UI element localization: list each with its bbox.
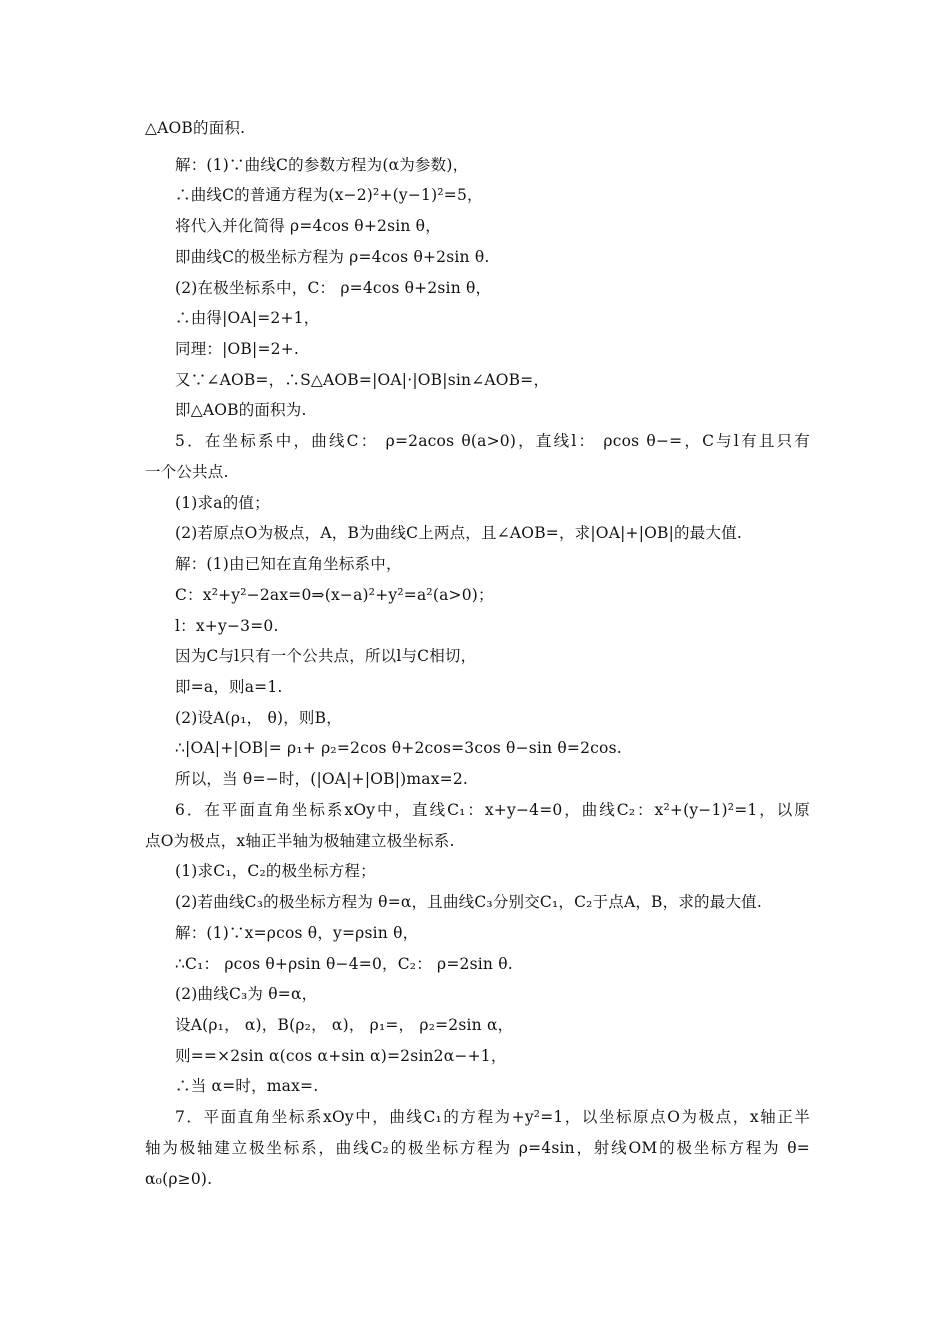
text-line-25: (1)求C₁，C₂的极坐标方程； — [175, 862, 376, 880]
text-line-20: (2)设A(ρ₁， θ)，则B， — [175, 709, 342, 727]
text-line-18: 因为C与l只有一个公共点，所以l与C相切， — [175, 647, 477, 665]
text-line-21: ∴|OA|+|OB|= ρ₁+ ρ₂=2cos θ+2cos=3cos θ−sin θ=2cos. — [175, 739, 622, 757]
problem-6-line-1: 6．在平面直角坐标系xOy中，直线C₁：x+y−4=0，曲线C₂：x²+(y−1)²=1，以原 — [175, 801, 810, 819]
text-line-10: 即△AOB的面积为. — [175, 401, 307, 419]
text-line-5: 即曲线C的极坐标方程为 ρ=4cos θ+2sin θ. — [175, 248, 490, 266]
problem-5-line-1: 5．在坐标系中，曲线C： ρ=2acos θ(a>0)，直线l： ρcos θ−=，C与l有且只有 — [175, 432, 810, 450]
problem-7-line-3: α₀(ρ≥0). — [145, 1170, 213, 1188]
text-line-6: (2)在极坐标系中，C： ρ=4cos θ+2sin θ， — [175, 279, 492, 297]
problem-7-line-2: 轴为极轴建立极坐标系，曲线C₂的极坐标方程为 ρ=4sin，射线OM的极坐标方程为 θ= — [145, 1139, 810, 1157]
problem-6-line-2: 点O为极点，x轴正半轴为极轴建立极坐标系. — [145, 832, 455, 850]
text-line-28: ∴C₁： ρcos θ+ρsin θ−4=0，C₂： ρ=2sin θ. — [175, 955, 513, 973]
text-line-31: 则==×2sin α(cos α+sin α)=2sin2α−+1， — [175, 1047, 507, 1065]
text-line-30: 设A(ρ₁， α)，B(ρ₂， α)， ρ₁=， ρ₂=2sin α， — [175, 1016, 514, 1034]
text-line-1: △AOB的面积. — [145, 119, 246, 137]
text-line-7: ∴由得|OA|=2+1， — [175, 309, 320, 327]
text-line-2: 解：(1)∵曲线C的参数方程为(α为参数)， — [175, 156, 469, 174]
text-line-14: (2)若原点O为极点，A，B为曲线C上两点，且∠AOB=，求|OA|+|OB|的最大值. — [175, 524, 742, 542]
text-line-4: 将代入并化简得 ρ=4cos θ+2sin θ， — [175, 217, 441, 235]
text-line-8: 同理：|OB|=2+. — [175, 340, 300, 358]
text-line-26: (2)若曲线C₃的极坐标方程为 θ=α，且曲线C₃分别交C₁，C₂于点A，B，求的最大值. — [175, 893, 762, 911]
text-line-13: (1)求a的值； — [175, 494, 270, 512]
problem-5-line-2: 一个公共点. — [145, 463, 229, 481]
text-line-17: l：x+y−3=0. — [175, 617, 279, 635]
text-line-19: 即=a，则a=1. — [175, 678, 283, 696]
text-line-16: C：x²+y²−2ax=0⇒(x−a)²+y²=a²(a>0)； — [175, 586, 494, 604]
problem-7-line-1: 7．平面直角坐标系xOy中，曲线C₁的方程为+y²=1，以坐标原点O为极点，x轴正半 — [175, 1108, 810, 1126]
text-line-15: 解：(1)由已知在直角坐标系中， — [175, 555, 402, 573]
text-line-22: 所以，当 θ=−时，(|OA|+|OB|)max=2. — [175, 770, 469, 788]
text-line-32: ∴当 α=时，max=. — [175, 1077, 319, 1095]
text-line-27: 解：(1)∵x=ρcos θ，y=ρsin θ， — [175, 924, 419, 942]
text-line-9: 又∵∠AOB=，∴S△AOB=|OA|·|OB|sin∠AOB=， — [175, 371, 550, 389]
text-line-29: (2)曲线C₃为 θ=α， — [175, 985, 318, 1003]
text-line-3: ∴曲线C的普通方程为(x−2)²+(y−1)²=5， — [175, 186, 483, 204]
